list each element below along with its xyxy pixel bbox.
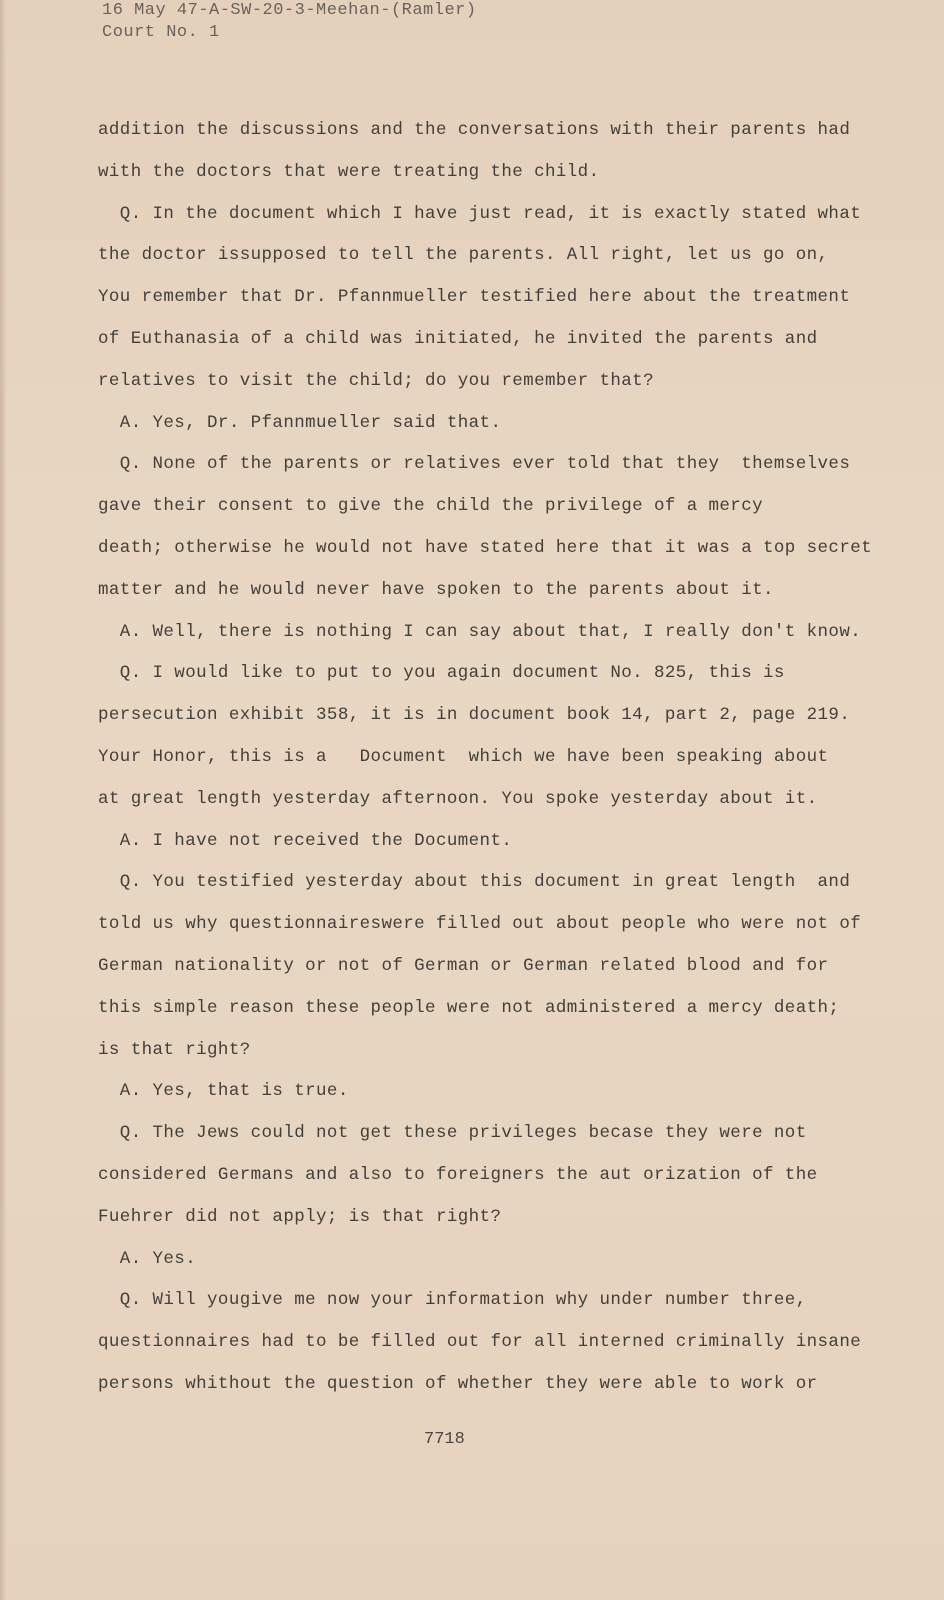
transcript-line: at great length yesterday afternoon. You spoke yesterday about it. (98, 788, 818, 809)
transcript-line: is that right? (98, 1039, 251, 1060)
page-number: 7718 (424, 1430, 465, 1449)
transcript-line: A. Yes. (98, 1248, 197, 1269)
transcript-line: persons whithout the question of whether they were able to work or (98, 1374, 818, 1394)
header-reference-line: 16 May 47-A-SW-20-3-Meehan-(Ramler) (102, 1, 477, 20)
page-edge (0, 0, 6, 1600)
transcript-line: A. Yes, Dr. Pfannmueller said that. (98, 412, 502, 433)
transcript-line: this simple reason these people were not administered a mercy death; (98, 997, 840, 1018)
transcript-line: Q. Will yougive me now your information why under number three, (98, 1290, 807, 1311)
transcript-line: the doctor issupposed to tell the parents. All right, let us go on, (98, 245, 829, 266)
header-court-line: Court No. 1 (102, 23, 220, 42)
transcript-line: Your Honor, this is a Document which we have been speaking about (98, 747, 829, 767)
transcript-line: considered Germans and also to foreigners the aut orization of the (98, 1165, 818, 1185)
document-header (102, 0, 477, 44)
transcript-line: matter and he would never have spoken to the parents about it. (98, 579, 774, 600)
transcript-line: Q. In the document which I have just read, it is exactly stated what (98, 203, 862, 224)
transcript-line: relatives to visit the child; do you remember that? (98, 370, 654, 391)
transcript-line: German nationality or not of German or German related blood and for (98, 956, 829, 976)
transcript-line: Fuehrer did not apply; is that right? (98, 1206, 502, 1227)
transcript-line: addition the discussions and the conversations with their parents had (98, 120, 851, 140)
transcript-line: Q. You testified yesterday about this document in great length and (98, 872, 851, 893)
transcript-line: gave their consent to give the child the privilege of a mercy (98, 496, 764, 517)
transcript-line: Q. The Jews could not get these privileges becase they were not (98, 1123, 807, 1144)
transcript-line: A. Well, there is nothing I can say about that, I really don't know. (98, 621, 862, 642)
transcript-line: You remember that Dr. Pfannmueller testified here about the treatment (98, 287, 851, 308)
transcript-line: told us why questionnaireswere filled out about people who were not of (98, 914, 862, 935)
transcript-line: Q. None of the parents or relatives ever told that they themselves (98, 454, 851, 475)
transcript-line: persecution exhibit 358, it is in document book 14, part 2, page 219. (98, 705, 851, 726)
transcript-line: A. I have not received the Document. (98, 830, 513, 851)
transcript-line: A. Yes, that is true. (98, 1081, 349, 1102)
transcript-line: questionnaires had to be filled out for all interned criminally insane (98, 1332, 862, 1353)
transcript-line: death; otherwise he would not have stated here that it was a top secret (98, 538, 873, 558)
transcript-line: with the doctors that were treating the child. (98, 161, 600, 182)
transcript-line: of Euthanasia of a child was initiated, he invited the parents and (98, 329, 818, 349)
transcript-line: Q. I would like to put to you again document No. 825, this is (98, 663, 785, 684)
